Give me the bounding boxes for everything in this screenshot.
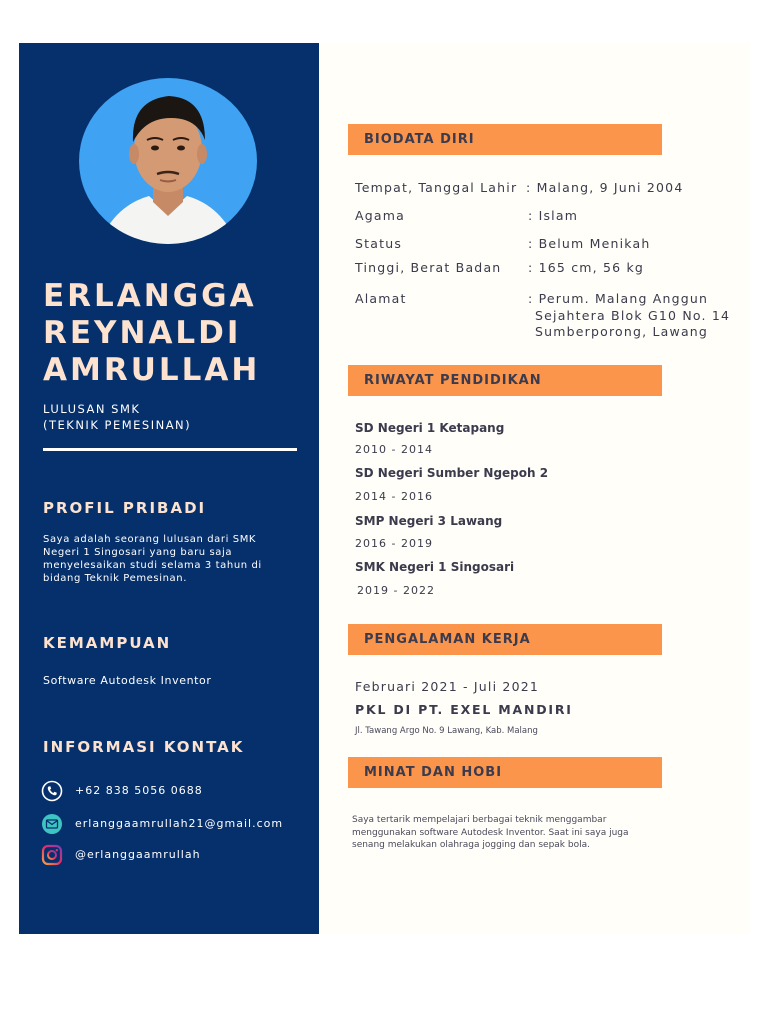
school-name: SD Negeri Sumber Ngepoh 2 bbox=[355, 466, 549, 480]
address-line: Sumberporong, Lawang bbox=[535, 324, 709, 339]
full-name bbox=[43, 278, 313, 389]
email-address: erlanggaamrullah21@gmail.com bbox=[75, 817, 284, 830]
kontak-heading: INFORMASI KONTAK bbox=[43, 738, 245, 756]
school-name: SMK Negeri 1 Singosari bbox=[355, 560, 515, 574]
work-title: PKL DI PT. EXEL MANDIRI bbox=[355, 702, 573, 717]
minat-banner bbox=[348, 757, 662, 788]
biodata-banner bbox=[348, 124, 662, 155]
profile-photo bbox=[79, 78, 257, 244]
contact-phone[interactable] bbox=[41, 780, 311, 804]
subtitle-line: (TEKNIK PEMESINAN) bbox=[43, 418, 192, 432]
profil-pribadi-heading: PROFIL PRIBADI bbox=[43, 499, 207, 517]
work-address: Jl. Tawang Argo No. 9 Lawang, Kab. Malang bbox=[355, 726, 538, 736]
school-name: SD Negeri 1 Ketapang bbox=[355, 421, 505, 435]
biodata-heading: BIODATA DIRI bbox=[364, 132, 475, 147]
phone-icon bbox=[41, 780, 63, 802]
address-line: Sejahtera Blok G10 No. 14 bbox=[535, 308, 731, 323]
work-period: Februari 2021 - Juli 2021 bbox=[355, 679, 540, 694]
contact-instagram[interactable] bbox=[41, 844, 311, 868]
biodata-label: Status bbox=[355, 236, 403, 251]
subtitle-line: LULUSAN SMK bbox=[43, 402, 141, 416]
biodata-label: Tinggi, Berat Badan bbox=[355, 260, 502, 275]
school-years: 2014 - 2016 bbox=[355, 490, 433, 503]
profil-pribadi-text bbox=[43, 533, 298, 585]
name-line: AMRULLAH bbox=[43, 352, 261, 388]
instagram-handle: @erlanggaamrullah bbox=[75, 848, 201, 861]
job-subtitle bbox=[43, 401, 293, 433]
school-name: SMP Negeri 3 Lawang bbox=[355, 514, 503, 528]
text-line: bidang Teknik Pemesinan. bbox=[43, 573, 187, 584]
name-line: REYNALDI bbox=[43, 315, 242, 351]
text-line: Saya adalah seorang lulusan dari SMK bbox=[43, 534, 257, 545]
text-line: menggunakan software Autodesk Inventor. Saat ini saya juga bbox=[352, 827, 629, 838]
name-line: ERLANGGA bbox=[43, 278, 257, 314]
sidebar-divider bbox=[43, 448, 297, 451]
minat-heading: MINAT DAN HOBI bbox=[364, 765, 503, 780]
kemampuan-text: Software Autodesk Inventor bbox=[43, 674, 212, 687]
text-line: menyelesaikan studi selama 3 tahun di bbox=[43, 560, 262, 571]
biodata-value: : Islam bbox=[528, 208, 579, 223]
phone-number: +62 838 5056 0688 bbox=[75, 784, 203, 797]
kemampuan-heading: KEMAMPUAN bbox=[43, 634, 172, 652]
email-icon bbox=[41, 813, 63, 835]
instagram-icon bbox=[41, 844, 63, 866]
text-line: Negeri 1 Singosari yang baru saja bbox=[43, 547, 233, 558]
text-line: Saya tertarik mempelajari berbagai teknik menggambar bbox=[352, 815, 607, 825]
school-years: 2016 - 2019 bbox=[355, 537, 433, 550]
biodata-label: Agama bbox=[355, 208, 405, 223]
pengalaman-banner bbox=[348, 624, 662, 655]
contact-email[interactable] bbox=[41, 813, 311, 837]
biodata-label: Alamat bbox=[355, 291, 407, 306]
biodata-label: Tempat, Tanggal Lahir bbox=[355, 180, 518, 195]
biodata-value: : 165 cm, 56 kg bbox=[528, 260, 645, 275]
school-years: 2010 - 2014 bbox=[355, 443, 433, 456]
pendidikan-heading: RIWAYAT PENDIDIKAN bbox=[364, 373, 542, 388]
text-line: senang melakukan olahraga jogging dan sepak bola. bbox=[352, 840, 590, 850]
biodata-value: : Perum. Malang Anggun bbox=[528, 291, 709, 306]
school-years: 2019 - 2022 bbox=[357, 584, 435, 597]
biodata-value: : Malang, 9 Juni 2004 bbox=[526, 180, 684, 195]
pengalaman-heading: PENGALAMAN KERJA bbox=[364, 632, 531, 647]
minat-text bbox=[352, 814, 682, 852]
biodata-value: : Belum Menikah bbox=[528, 236, 651, 251]
pendidikan-banner bbox=[348, 365, 662, 396]
